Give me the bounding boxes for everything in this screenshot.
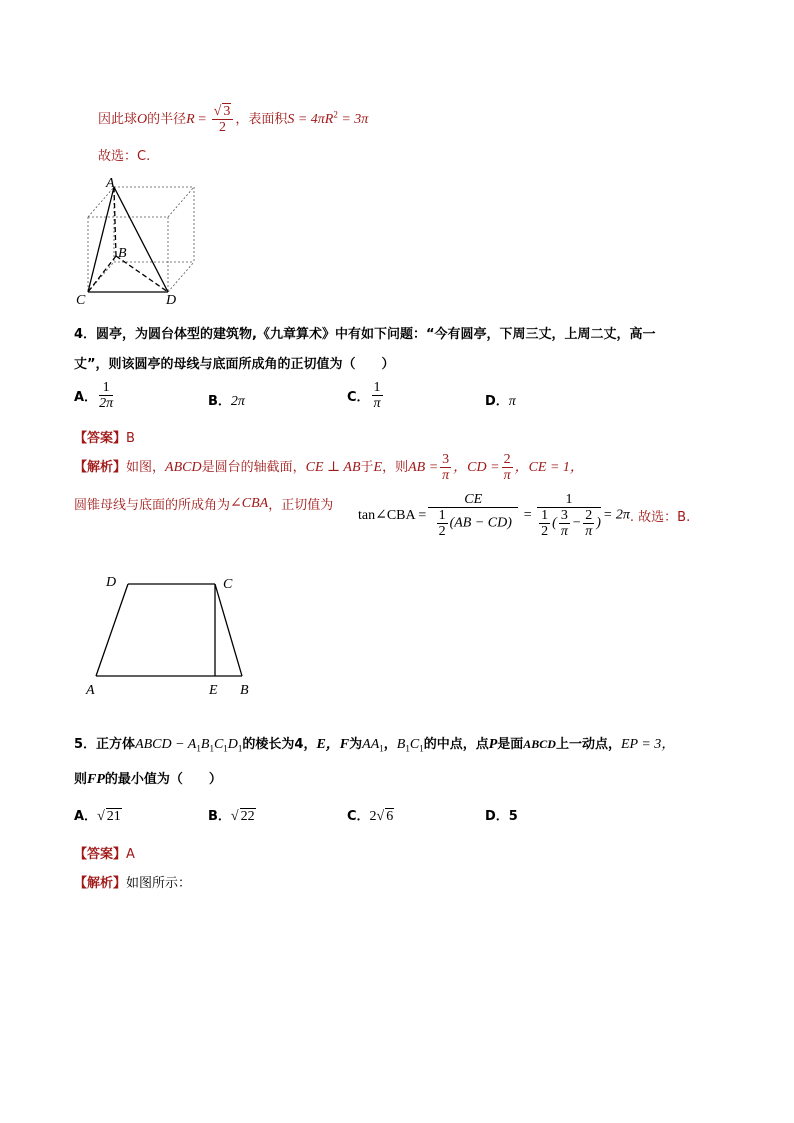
math-O: O	[137, 112, 148, 127]
math: ，CE = 1，	[514, 460, 584, 475]
label-B: B	[118, 246, 127, 261]
option-label: D．	[485, 809, 509, 824]
den: π	[560, 524, 568, 539]
math: C	[213, 737, 224, 752]
option-value: 6	[386, 809, 394, 824]
sub: 1	[209, 743, 214, 754]
cube-figure	[72, 172, 202, 308]
sub: 1	[223, 743, 228, 754]
q5-option-c: C．2√ 6	[347, 809, 394, 824]
text: 圆锥母线与底面的所成角为	[74, 498, 231, 513]
option-label: D．	[485, 394, 509, 409]
label-D: D	[106, 575, 117, 590]
sub: 1	[237, 743, 243, 754]
analysis-text: 如图所示：	[126, 876, 192, 891]
option-value: 21	[106, 809, 121, 824]
den: 2	[541, 524, 549, 539]
math: tan∠CBA =	[358, 508, 427, 523]
math: E	[373, 460, 383, 475]
math: AB =	[408, 460, 439, 475]
fraction: $\frac{√ 3}{2}$	[212, 104, 234, 135]
option-value: π	[508, 394, 516, 409]
label-D: D	[166, 293, 177, 308]
q5-number: 5．	[74, 737, 97, 752]
text: ，表面积	[235, 112, 288, 127]
q4-option-c	[347, 380, 385, 411]
text: ，	[383, 737, 397, 752]
num: 3	[442, 452, 450, 467]
label-A: A	[106, 176, 115, 191]
q4-stem-line2: 丈”，则该圆亭的母线与底面所成角的正切值为（ ）	[74, 357, 395, 372]
q4-analysis-line2	[74, 494, 333, 513]
text: 则	[74, 772, 88, 787]
text: ，则	[382, 460, 409, 475]
trapezoid-figure	[82, 570, 262, 700]
q4-option-b	[208, 390, 245, 410]
den	[428, 508, 518, 539]
label-C: C	[76, 293, 86, 308]
q4-stem-line1	[74, 323, 656, 342]
q4-stem-text-1: 圆亭，为圆台体型的建筑物,《九章算术》中有如下问题：“今有圆亭，下周三丈，上周二丈，高一	[96, 327, 656, 342]
text: 是圆台的轴截面，	[201, 460, 306, 475]
num: 3	[560, 508, 568, 523]
text: 是面	[497, 737, 524, 752]
q5-stem-line2	[74, 768, 222, 788]
math: B	[396, 737, 406, 752]
q5-analysis	[74, 872, 191, 891]
text: 的半径	[147, 112, 187, 127]
option-label: A．	[74, 390, 98, 405]
text: 的棱长为	[242, 737, 295, 752]
option-label: A．	[74, 809, 98, 824]
sub: 1	[405, 743, 410, 754]
sub: 1	[196, 743, 201, 754]
math-S-end: = 3π	[341, 112, 369, 127]
answer-value: B	[126, 431, 135, 446]
fraction	[537, 492, 601, 539]
label-E: E	[209, 683, 218, 698]
num: 1	[537, 492, 601, 508]
option-label: C．	[347, 809, 370, 824]
den: $\frac{1}{2}$ ( $\frac{3}{\pi}$ − $\frac{2}{\pi}$ )	[541, 508, 601, 539]
answer-value: A	[126, 847, 135, 862]
text: (AB − CD)	[449, 515, 512, 531]
text: 的中点，点	[423, 737, 489, 752]
text: 因此球	[98, 112, 138, 127]
math: ABCD − A	[135, 737, 197, 752]
den: π	[503, 468, 511, 483]
option-value: 5	[508, 809, 518, 824]
q4-analysis-line1	[74, 452, 584, 483]
label-B: B	[240, 683, 249, 698]
fraction	[502, 452, 513, 483]
q4-tan-equation: tan∠CBA = CE $\frac{1}{2}$ (AB − CD) = 1 $\frac{1}{2}$ ( $\frac{3}{\pi}$ − $\frac{2}{\pi}$ ) = 2π. 故选：B.	[358, 492, 691, 539]
sub: 1	[379, 743, 384, 754]
q4-option-d	[485, 390, 516, 410]
text: 上一动点，	[555, 737, 621, 752]
num: 1	[541, 508, 549, 523]
sol3-radius-line: 因此球O的半径R = $\frac{√ 3}{2}$ ，表面积$S = 4\pi R^2 = 3\pi$	[98, 104, 369, 135]
text: 为	[349, 737, 363, 752]
math: D	[227, 737, 238, 752]
math: P	[488, 737, 498, 752]
text: 于	[360, 460, 374, 475]
den: π	[442, 468, 450, 483]
option-label: B．	[208, 394, 231, 409]
num: CE	[428, 492, 518, 508]
den: 2	[438, 524, 446, 539]
text: 4，	[294, 737, 317, 752]
num: 1	[99, 380, 113, 396]
text: ，正切值为	[268, 498, 334, 513]
option-coef: 2	[369, 809, 377, 824]
num: 2	[503, 452, 511, 467]
analysis-tag: 【解析】	[74, 876, 127, 891]
fraction	[428, 492, 518, 539]
q5-option-b: B．√ 22	[208, 809, 255, 824]
math: ，CD =	[453, 460, 500, 475]
den: π	[373, 396, 381, 411]
q4-number: 4．	[74, 327, 97, 342]
math: B	[200, 737, 210, 752]
answer-tag: 【答案】	[74, 847, 127, 862]
num: 2	[585, 508, 593, 523]
den: π	[585, 524, 593, 539]
sub: 1	[419, 743, 424, 754]
answer-tag: 【答案】	[74, 431, 127, 446]
option-label: B．	[208, 809, 231, 824]
q4-answer	[74, 427, 135, 446]
q5-stem-line1	[74, 733, 675, 754]
num: 3	[223, 104, 231, 119]
text: 的最小值为（ ）	[104, 772, 222, 787]
fraction	[99, 380, 113, 411]
math: EP = 3，	[621, 737, 676, 752]
den: 2π	[99, 396, 114, 411]
analysis-tag: 【解析】	[74, 460, 127, 475]
math: = 2π	[602, 507, 630, 523]
num: 1	[373, 380, 381, 395]
q4-option-a	[74, 380, 115, 411]
math-S: S = 4πR	[287, 112, 334, 127]
option-label: C．	[347, 390, 370, 405]
math: AA	[362, 737, 380, 752]
exp: 2	[333, 109, 338, 120]
q5-option-d	[485, 805, 518, 824]
math: ABCD	[165, 460, 202, 475]
math: E，F	[316, 737, 350, 752]
math: ∠CBA	[230, 496, 269, 511]
math: ABCD	[523, 737, 556, 751]
den: 2	[218, 120, 226, 135]
math: FP	[87, 772, 105, 787]
math: CE ⊥ AB	[305, 460, 361, 475]
fraction	[440, 452, 451, 483]
option-value: 2π	[230, 394, 245, 409]
label-A: A	[86, 683, 95, 698]
text: 如图，	[126, 460, 166, 475]
label-C: C	[223, 577, 233, 592]
q5-answer	[74, 843, 135, 862]
q5-option-a: A．√ 21	[74, 809, 121, 824]
option-value: 22	[240, 809, 255, 824]
math-R: R	[186, 112, 195, 127]
text: 正方体	[96, 737, 136, 752]
math: C	[409, 737, 420, 752]
fraction	[372, 380, 383, 411]
text: . 故选：B.	[629, 510, 691, 525]
num: 1	[438, 508, 446, 523]
sol3-choose: 故选：C.	[98, 149, 151, 164]
